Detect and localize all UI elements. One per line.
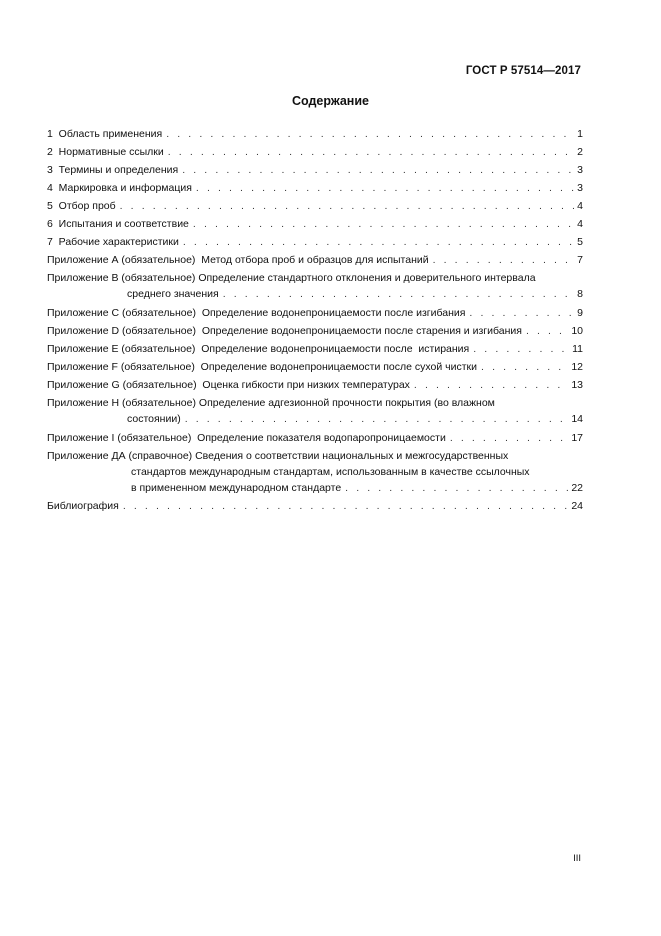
toc-entry-page: 24 (571, 500, 583, 512)
dot-leader (120, 197, 575, 215)
dot-leader (183, 233, 574, 251)
toc-entry-line: стандартов международным стандартам, использованным в качестве ссылочных (131, 466, 530, 478)
toc-entry-page: 3 (577, 182, 583, 194)
toc-entry-label: Приложение F (обязательное) Определение водонепроницаемости после сухой чистки (47, 361, 478, 373)
toc-entry-page: 17 (571, 432, 583, 444)
toc-entry-annex-e[interactable] (47, 340, 583, 358)
toc-entry-label: 3 Термины и определения (47, 164, 179, 176)
dot-leader (185, 411, 569, 427)
toc-entry-label: Библиография (47, 500, 119, 512)
toc-entry-line: Приложение В (обязательное) Определение стандартного отклонения и доверительного интервала (47, 272, 536, 284)
document-code: ГОСТ Р 57514—2017 (465, 65, 581, 77)
toc-entry-label: Приложение С (обязательное) Определение водонепроницаемости после изгибания (47, 307, 466, 319)
dot-leader (193, 215, 574, 233)
toc-entry-page: 12 (571, 361, 583, 373)
toc-entry-page: 4 (577, 200, 583, 212)
toc-entry-annex-f[interactable] (47, 358, 583, 376)
toc-entry-6[interactable] (47, 215, 583, 233)
dot-leader (182, 161, 574, 179)
toc-title: Содержание (291, 94, 369, 108)
toc-entry-page: 5 (577, 236, 583, 248)
toc-entry-4[interactable] (47, 179, 583, 197)
toc-entry-label: Приложение I (обязательное) Определение показателя водопаропроницаемости (47, 432, 446, 444)
toc-entry-annex-d[interactable] (47, 322, 583, 340)
toc-entry-label: Приложение А (обязательное) Метод отбора проб и образцов для испытаний (47, 254, 429, 266)
dot-leader (469, 304, 574, 322)
toc-entry-page: 9 (577, 307, 583, 319)
dot-leader (345, 480, 568, 496)
toc-entry-7[interactable] (47, 233, 583, 251)
dot-leader (433, 251, 575, 269)
dot-leader (481, 358, 568, 376)
toc-entry-label: 2 Нормативные ссылки (47, 146, 164, 158)
toc-entry-annex-i[interactable] (47, 429, 583, 447)
toc-entry-bibliography[interactable] (47, 497, 583, 515)
toc-entry-label: состоянии) (127, 413, 181, 425)
toc-entry-label: 6 Испытания и соответствие (47, 218, 189, 230)
dot-leader (168, 143, 574, 161)
toc-entry-label: 5 Отбор проб (47, 200, 116, 212)
toc-entry-5[interactable] (47, 197, 583, 215)
toc-entry-line: Приложение ДА (справочное) Сведения о соответствии национальных и межгосударственных (47, 450, 509, 462)
toc-entry-label: 1 Область применения (47, 128, 163, 140)
toc-entry-label: среднего значения (127, 288, 219, 300)
toc-entry-label: в примененном международном стандарте (131, 482, 342, 494)
toc-entry-3[interactable] (47, 161, 583, 179)
toc-entry-annex-g[interactable] (47, 376, 583, 394)
toc-entry-page: 1 (577, 128, 583, 140)
toc-entry-label: 4 Маркировка и информация (47, 182, 192, 194)
toc-entry-page: 3 (577, 164, 583, 176)
toc-entry-page: 2 (577, 146, 583, 158)
toc-entry-label: Приложение Е (обязательное) Определение водонепроницаемости после истирания (47, 343, 470, 355)
dot-leader (526, 322, 568, 340)
toc-entry-label: Приложение G (обязательное) Оценка гибкости при низких температурах (47, 379, 410, 391)
dot-leader (196, 179, 574, 197)
toc-entry-annex-b[interactable] (47, 270, 583, 302)
toc-entry-page: 10 (571, 325, 583, 337)
toc-entry-page: 22 (571, 482, 583, 494)
toc-entry-page: 13 (571, 379, 583, 391)
page-number: III (573, 853, 581, 864)
toc-entry-line: Приложение Н (обязательное) Определение адгезионной прочности покрытия (во влажном (47, 397, 495, 409)
toc-entry-page: 7 (577, 254, 583, 266)
dot-leader (166, 125, 574, 143)
toc-entry-page: 11 (572, 343, 583, 355)
dot-leader (123, 497, 568, 515)
dot-leader (414, 376, 568, 394)
toc-entry-2[interactable] (47, 143, 583, 161)
table-of-contents (47, 125, 583, 515)
toc-entry-label: Приложение D (обязательное) Определение водонепроницаемости после старения и изгибания (47, 325, 522, 337)
toc-entry-page: 8 (577, 288, 583, 300)
toc-entry-page: 14 (571, 413, 583, 425)
toc-entry-1[interactable] (47, 125, 583, 143)
dot-leader (473, 340, 569, 358)
dot-leader (450, 429, 569, 447)
dot-leader (223, 286, 574, 302)
toc-entry-page: 4 (577, 218, 583, 230)
toc-entry-annex-da[interactable] (47, 448, 583, 496)
toc-entry-annex-h[interactable] (47, 395, 583, 427)
toc-entry-label: 7 Рабочие характеристики (47, 236, 179, 248)
toc-entry-annex-a[interactable] (47, 251, 583, 269)
toc-entry-annex-c[interactable] (47, 304, 583, 322)
